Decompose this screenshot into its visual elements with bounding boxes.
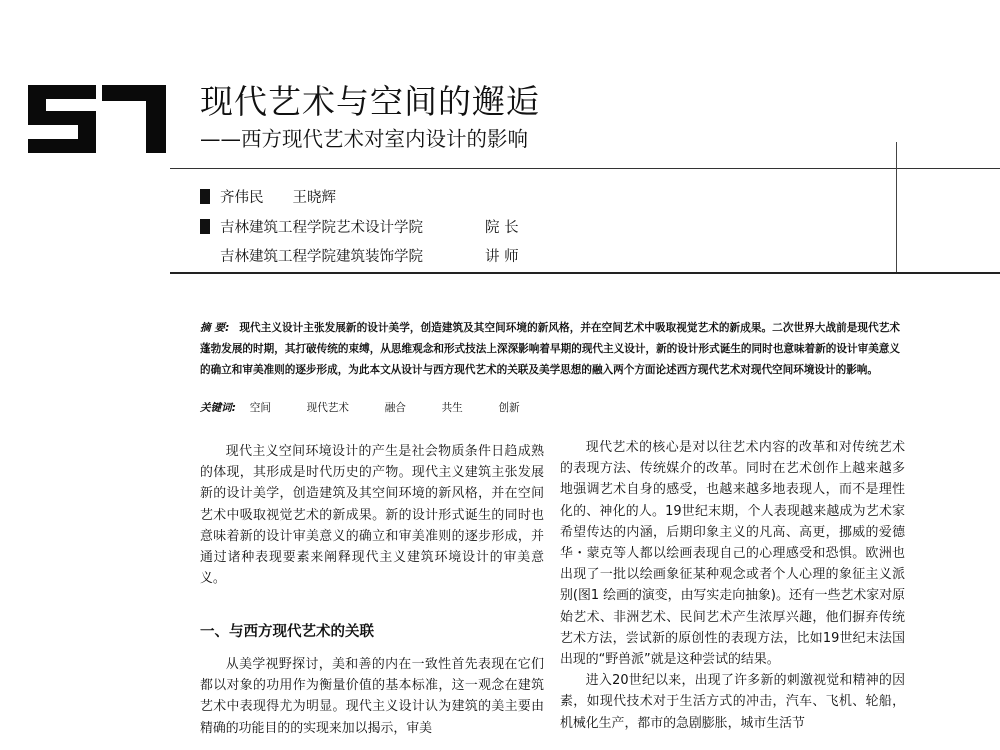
affiliation-row	[200, 216, 519, 237]
paragraph: 现代主义空间环境设计的产生是社会物质条件日趋成熟的体现，其形成是时代历史的产物。现代主义建筑主张发展新的设计美学，创造建筑及其空间环境的新风格，并在空间艺术中吸取视觉艺术的新成果。新的设计形式诞生的同时也意味着新的设计审美意义的确立和审美准则的逐步形成，并通过诸种表现要素来阐释现代主义建筑环境设计的审美意义。	[200, 444, 544, 587]
paragraph: 现代艺术的核心是对以往艺术内容的改革和对传统艺术的表现方法、传统媒介的改革。同时在艺术创作上越来越多地强调艺术自身的感受，也越来越多地表现人，而不是理性化的、神化的人。19世纪末期，个人表现越来越成为艺术家希望传达的内涵，后期印象主义的凡高、高更，挪威的爱德华・蒙克等人都以绘画表现自己的心理感受和恐惧。欧洲也出现了一批以绘画象征某种观念或者个人心理的象征主义派别(图1 绘画的演变，由写实走向抽象)。还有一些艺术家对原始艺术、非洲艺术、民间艺术产生浓厚兴趣，他们摒弃传统艺术方法，尝试新的原创性的表现方法，比如19世纪末法国出现的“野兽派”就是这种尝试的结果。	[560, 440, 905, 668]
affiliation-org: 吉林建筑工程学院艺术设计学院	[220, 220, 423, 236]
abstract	[200, 318, 900, 382]
divider-bottom	[170, 272, 1000, 274]
divider-vertical	[896, 142, 897, 274]
article-title: 现代艺术与空间的邂逅	[200, 82, 540, 121]
body-column-left-intro	[200, 441, 544, 589]
body-column-left-section	[200, 654, 544, 739]
abstract-label: 摘 要:	[200, 322, 230, 334]
page-number-logo	[28, 77, 166, 157]
divider-top	[170, 168, 1000, 169]
affiliation-role: 院 长	[485, 220, 519, 236]
logo-seven-stem	[146, 85, 166, 153]
keyword: 空间	[249, 402, 271, 414]
paragraph: 从美学视野探讨，美和善的内在一致性首先表现在它们都以对象的功用作为衡量价值的基本标准，这一观念在建筑艺术中表现得尤为明显。现代主义设计认为建筑的美主要由精确的功能目的的实现来加以揭示，审美	[200, 657, 544, 736]
section-heading: 一、与西方现代艺术的关联	[200, 624, 374, 640]
keywords	[200, 400, 552, 415]
square-bullet-icon	[200, 219, 210, 234]
affiliation-row	[200, 245, 519, 266]
paragraph: 进入20世纪以来，出现了许多新的刺激视觉和精神的因素，如现代技术对于生活方式的冲击，汽车、飞机、轮船，机械化生产，都市的急剧膨胀，城市生活节	[560, 673, 905, 731]
abstract-text: 现代主义设计主张发展新的设计美学，创造建筑及其空间环境的新风格，并在空间艺术中吸取视觉艺术的新成果。二次世界大战前是现代艺术蓬勃发展的时期，其打破传统的束缚，从思维观念和形式技法上深深影响着早期的现代主义设计，新的设计形式诞生的同时也意味着新的设计审美意义的确立和审美准则的逐步形成，为此本文从设计与西方现代艺术的关联及美学思想的融入两个方面论述西方现代艺术对现代空间环境设计的影响。	[200, 322, 900, 377]
affiliation-org: 吉林建筑工程学院建筑装饰学院	[220, 249, 423, 265]
keyword: 现代艺术	[306, 402, 349, 414]
affiliation-role: 讲 师	[485, 249, 519, 265]
keyword: 共生	[441, 402, 463, 414]
author-names: 齐伟民 王晓辉	[220, 190, 336, 206]
authors-row	[200, 186, 336, 207]
logo-five-bottom	[28, 139, 96, 153]
article-subtitle: ——西方现代艺术对室内设计的影响	[200, 127, 528, 151]
keywords-label: 关键词:	[200, 402, 237, 414]
keyword: 融合	[384, 402, 406, 414]
keyword: 创新	[498, 402, 520, 414]
square-bullet-icon	[200, 189, 210, 204]
body-column-right	[560, 437, 905, 734]
